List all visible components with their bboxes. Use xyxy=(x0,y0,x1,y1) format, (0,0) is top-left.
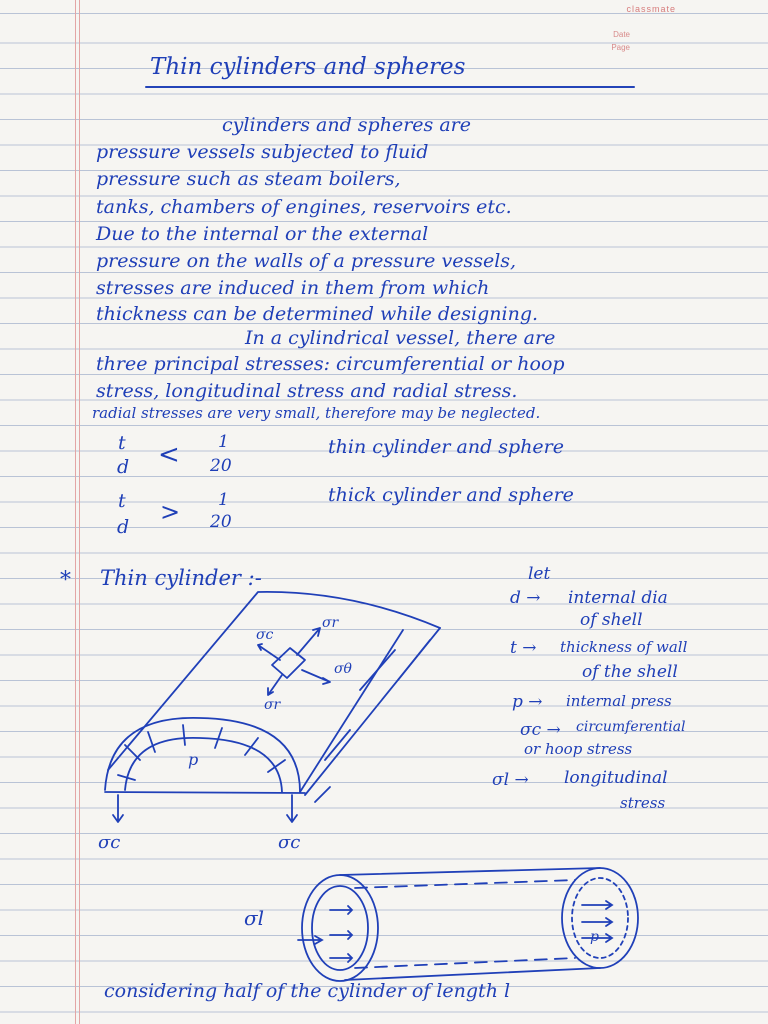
label-sigma-r-top: σr xyxy=(322,615,339,631)
legend-text: of shell xyxy=(580,610,643,630)
intro-line: In a cylindrical vessel, there are xyxy=(245,327,556,349)
label-sigma-c-bottom-right: σc xyxy=(278,832,301,853)
label-p: p xyxy=(188,750,199,769)
sigma-l-arrow xyxy=(298,936,322,944)
footer-line: considering half of the cylinder of length l xyxy=(104,980,511,1002)
ratio-denominator: d xyxy=(117,516,130,538)
legend-symbol: σc → xyxy=(520,720,561,740)
intro-line: thickness can be determined while designing. xyxy=(96,303,539,325)
legend-symbol: p → xyxy=(512,692,543,712)
ratio-numerator: t xyxy=(118,432,126,454)
cylinder-bottom-line xyxy=(345,968,600,980)
section-marker: * xyxy=(60,568,71,593)
limit-denominator: 20 xyxy=(210,512,232,532)
legend-text: thickness of wall xyxy=(560,638,688,656)
intro-line: pressure on the walls of a pressure vessels, xyxy=(96,250,517,272)
intro-line: pressure such as steam boilers, xyxy=(96,168,401,190)
legend-text: stress xyxy=(620,794,666,812)
cylinder-hidden-top xyxy=(355,880,575,888)
intro-line: tanks, chambers of engines, reservoirs etc. xyxy=(96,196,512,218)
legend-symbol: σl → xyxy=(492,770,529,790)
criteria-description: thin cylinder and sphere xyxy=(328,436,565,458)
comparison-operator: < xyxy=(158,440,180,470)
legend-text: internal dia xyxy=(568,588,668,608)
ratio-numerator: t xyxy=(118,490,126,512)
page-label: Page xyxy=(611,43,630,52)
label-p-cylinder: p xyxy=(590,929,599,945)
cylinder-right-end xyxy=(562,868,638,968)
legend-text: or hoop stress xyxy=(524,740,633,758)
legend-symbol: t → xyxy=(510,638,537,658)
cylinder-hidden-bottom xyxy=(355,958,575,968)
legend-text: circumferential xyxy=(576,719,686,735)
pressure-arrow-left xyxy=(330,906,352,914)
intro-line: pressure vessels subjected to fluid xyxy=(96,141,429,163)
criteria-description: thick cylinder and sphere xyxy=(328,484,574,506)
pressure-arrow-right xyxy=(582,901,612,909)
legend-text: of the shell xyxy=(582,662,678,682)
legend-symbol: d → xyxy=(510,588,541,608)
legend-text: internal press xyxy=(566,692,672,710)
limit-numerator: 1 xyxy=(218,490,229,510)
cylinder-left-end-outer xyxy=(302,875,378,981)
intro-line: Due to the internal or the external xyxy=(96,223,429,245)
comparison-operator: > xyxy=(160,498,181,526)
ratio-denominator: d xyxy=(117,456,130,478)
date-label: Date xyxy=(613,30,630,39)
label-sigma-theta: σθ xyxy=(334,661,352,677)
section-heading: Thin cylinder :- xyxy=(100,566,262,590)
limit-numerator: 1 xyxy=(218,432,229,452)
pressure-arrow-right xyxy=(582,918,612,926)
intro-line: cylinders and spheres are xyxy=(222,114,471,136)
legend-text: longitudinal xyxy=(564,768,668,788)
pressure-arrow-left xyxy=(330,931,352,939)
page-title: Thin cylinders and spheres xyxy=(150,54,466,80)
intro-line: stresses are induced in them from which xyxy=(96,277,490,299)
label-sigma-c-bottom-left: σc xyxy=(98,832,121,853)
intro-line: stress, longitudinal stress and radial stress. xyxy=(96,380,518,402)
pressure-arrow-left xyxy=(330,954,352,962)
intro-line: radial stresses are very small, therefore may be neglected. xyxy=(92,404,541,422)
limit-denominator: 20 xyxy=(210,456,232,476)
notebook-brand: classmate xyxy=(626,4,676,14)
legend-intro: let xyxy=(528,564,551,584)
cylinder-right-end-inner xyxy=(572,878,628,958)
intro-line: three principal stresses: circumferential or hoop xyxy=(96,353,565,375)
cylinder-top-line xyxy=(340,868,600,875)
label-sigma-c-left: σc xyxy=(256,627,274,643)
label-sigma-l: σl xyxy=(244,906,265,930)
label-sigma-r-bottom: σr xyxy=(264,697,281,713)
